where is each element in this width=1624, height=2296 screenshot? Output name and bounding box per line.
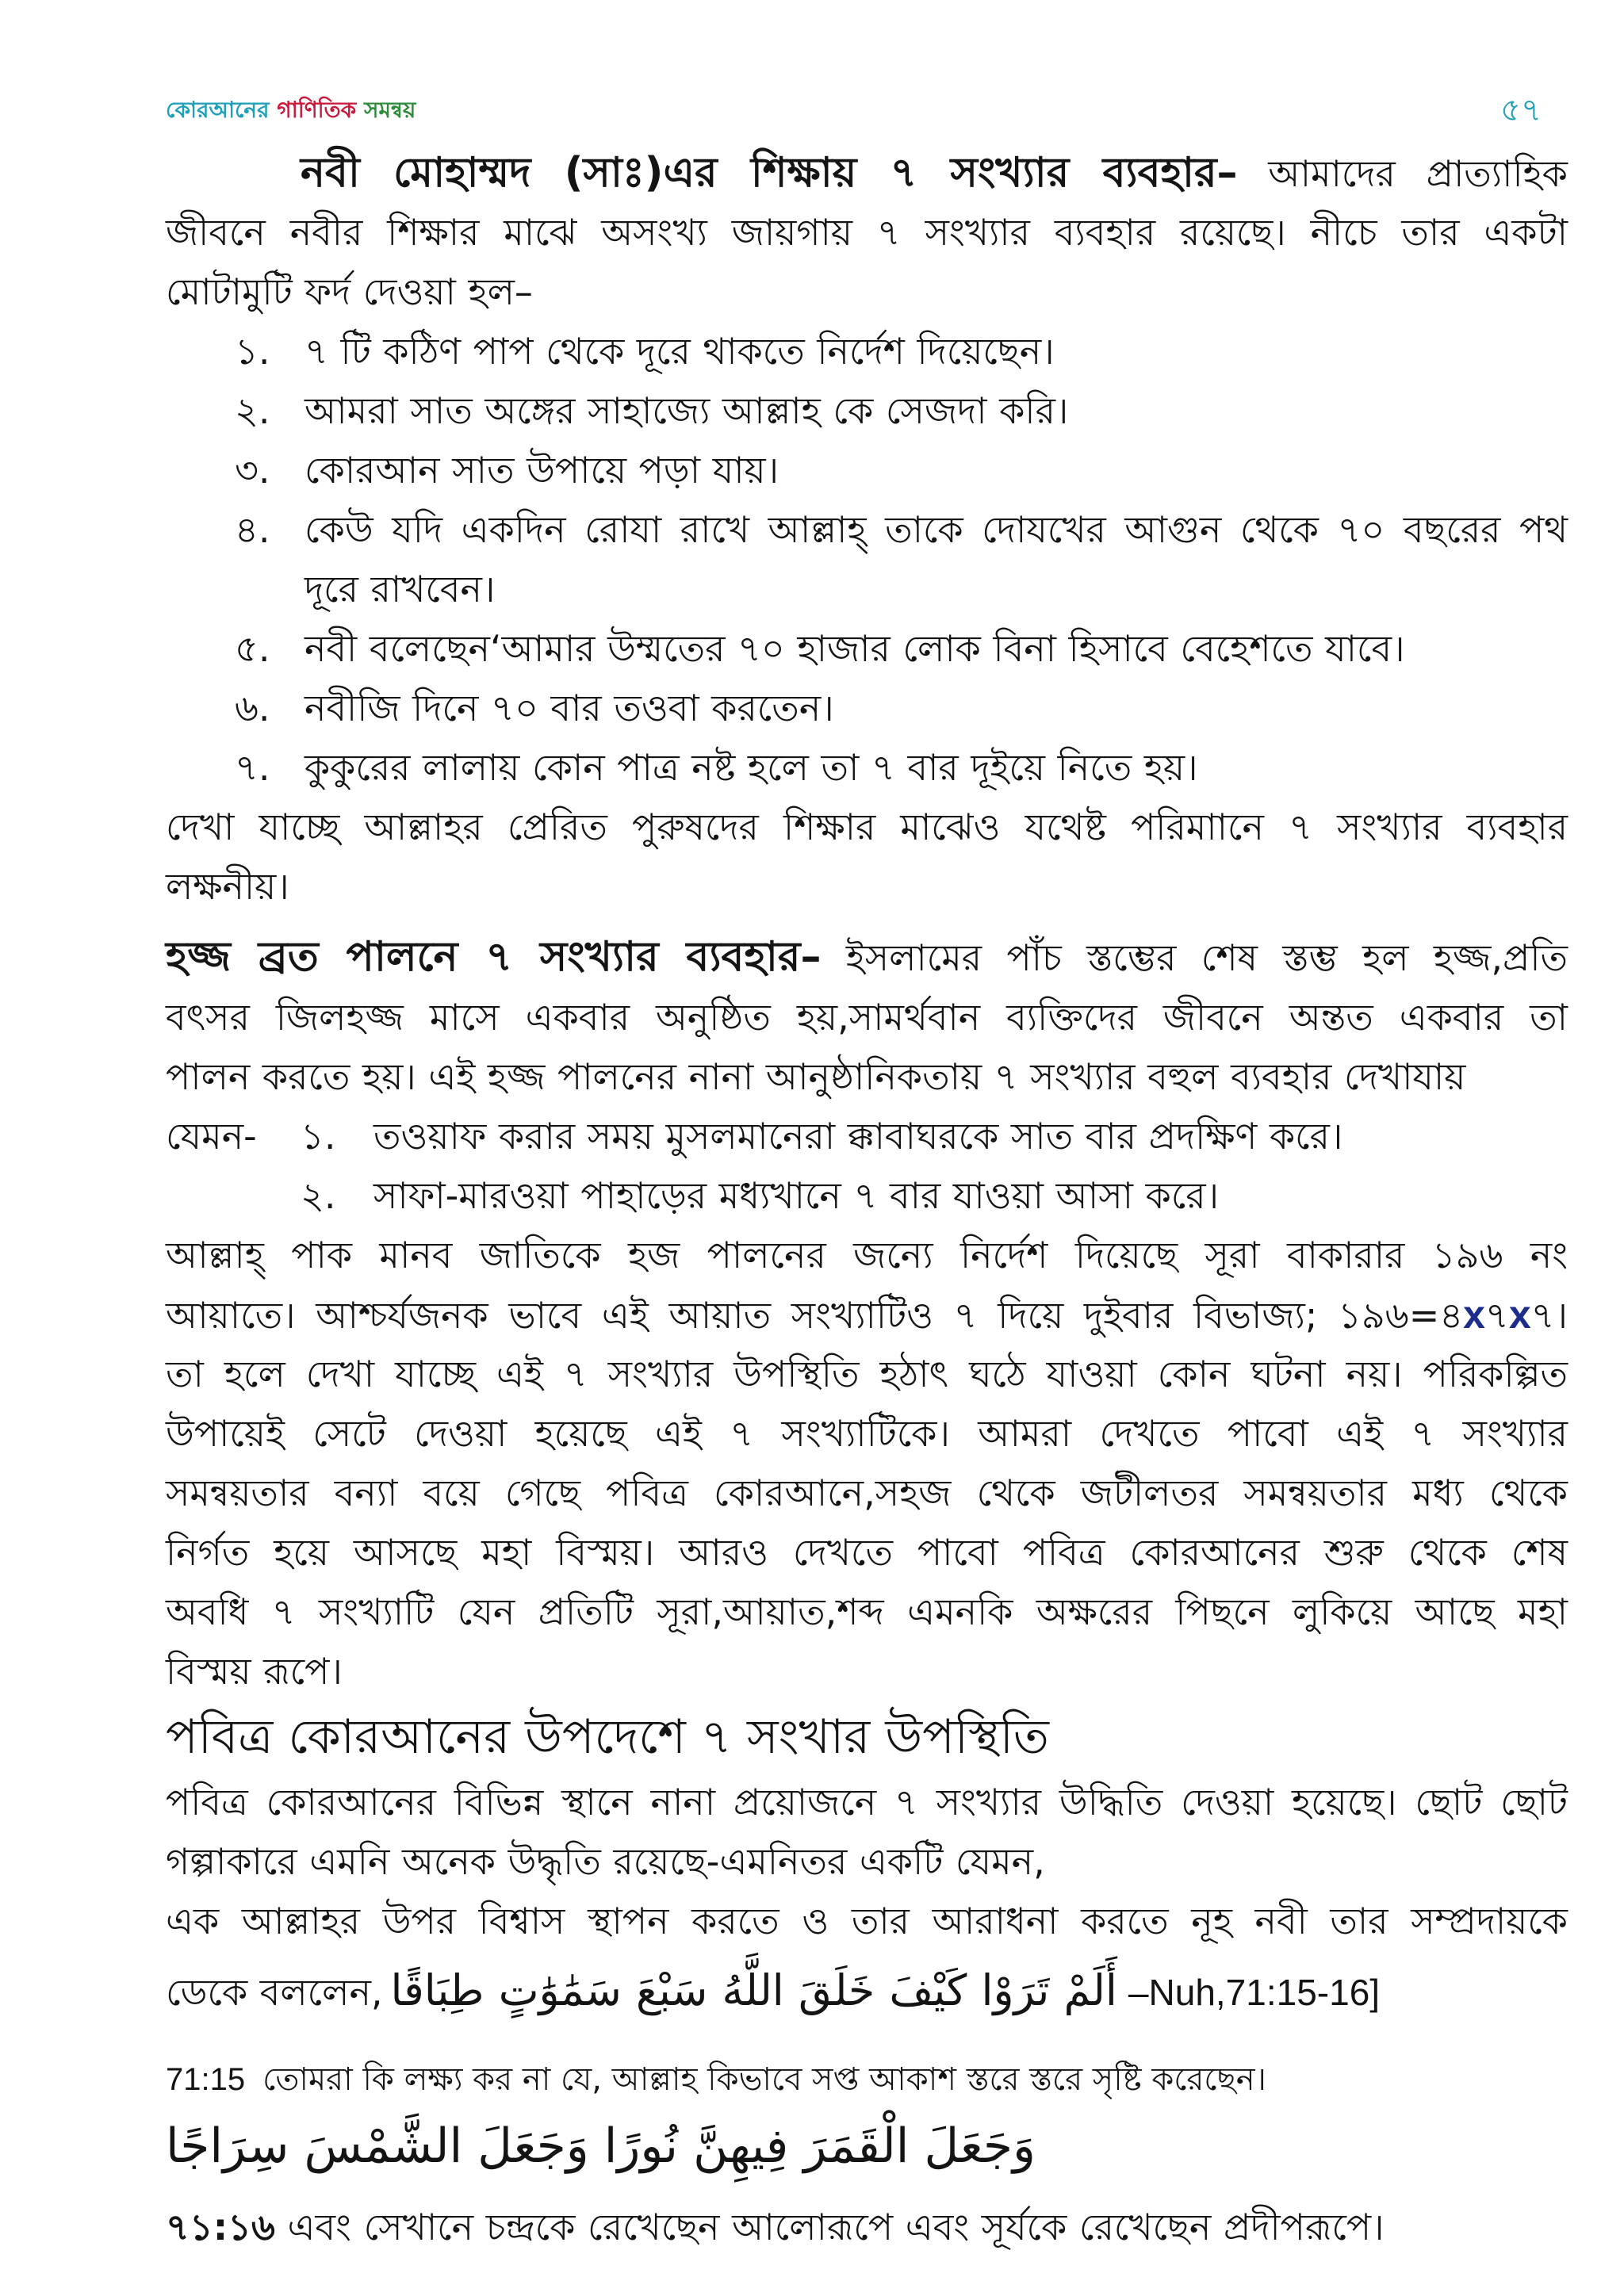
text-line-with-equation <box>166 1285 1568 1345</box>
list-number: ২. <box>301 1174 336 1217</box>
running-head-word-1: কোরআনের <box>166 97 270 123</box>
equation-digit: ৭। <box>1530 1294 1568 1337</box>
list-item-text: দূরে রাখবেন। <box>304 568 496 610</box>
list-item-text: নবী বলেছেন‘আমার উম্মতের ৭০ হাজার লোক বিনা হিসাবে বেহেশতে যাবে। <box>304 627 1405 670</box>
arabic-verse-line <box>166 2110 1568 2183</box>
page-number: ৫৭ <box>1500 92 1542 128</box>
section-heading: হজ্জ ব্রত পালনে ৭ সংখ্যার ব্যবহার– <box>166 933 822 981</box>
text-line: উপায়েই সেটে দেওয়া হয়েছে এই ৭ সংখ্যাটিকে। আমরা দেখতে পাবো এই ৭ সংখ্যার <box>166 1412 1568 1455</box>
list-number: ১. <box>301 1115 336 1158</box>
running-head-word-2: গাণিতিক <box>277 97 357 123</box>
paragraph-text: আমাদের প্রাত্যাহিক <box>1268 152 1568 195</box>
text-line: অবধি ৭ সংখ্যাটি যেন প্রতিটি সূরা,আয়াত,শব্দ এমনকি অক্ষরের পিছনে লুকিয়ে আছে মহা <box>166 1590 1568 1633</box>
list-item <box>166 322 1568 381</box>
multiply-sign: x <box>1463 1292 1485 1337</box>
verse-translation: এবং সেখানে চন্দ্রকে রেখেছেন আলোরূপে এবং সূর্যকে রেখেছেন প্রদীপরূপে। <box>287 2206 1385 2248</box>
verse-translation: তোমরা কি লক্ষ্য কর না যে, আল্লাহ কিভাবে সপ্ত আকাশ স্তরে স্তরে সৃষ্টি করেছেন। <box>262 2061 1266 2098</box>
list-item <box>166 500 1568 619</box>
list-item-text: আমরা সাত অঙ্গের সাহাজ্যে আল্লাহ কে সেজদা করি। <box>304 389 1069 432</box>
section-prophet-teaching <box>166 144 1568 916</box>
text-line: নির্গত হয়ে আসছে মহা বিস্ময়। আরও দেখতে পাবো পবিত্র কোরআনের শুরু থেকে শেষ <box>166 1531 1568 1574</box>
list-item-text: কেউ যদি একদিন রোযা রাখে আল্লাহ্ তাকে দোযখের আগুন থেকে ৭০ বছরের পথ <box>304 508 1568 551</box>
running-head <box>166 92 416 128</box>
running-head-word-3: সমন্বয় <box>364 97 416 123</box>
text-line: পালন করতে হয়। এই হজ্জ পালনের নানা আনুষ্ঠানিকতায় ৭ সংখ্যার বহুল ব্যবহার দেখাযায় যেমন- <box>166 1055 1466 1158</box>
numbered-list <box>166 322 1568 798</box>
text-line: তা হলে দেখা যাচ্ছে এই ৭ সংখ্যার উপস্থিতি হঠাৎ ঘঠে যাওয়া কোন ঘটনা নয়। পরিকল্পিত <box>166 1353 1568 1395</box>
list-number: ৩. <box>235 449 270 492</box>
text-line: এক আল্লাহর উপর বিশ্বাস স্থাপন করতে ও তার আরাধনা করতে নূহ নবী তার সম্প্রদায়কে <box>166 1900 1568 1942</box>
list-item <box>166 679 1568 738</box>
list-number: ৭. <box>235 746 270 789</box>
list-item <box>166 441 1568 500</box>
list-item <box>166 738 1568 798</box>
paragraph-text: ইসলামের পাঁচ স্তম্ভের শেষ স্তম্ভ হল হজ্জ,প্রতি <box>845 936 1568 979</box>
heading-line <box>166 926 1568 988</box>
verse-reference: –Nuh,71:15-16] <box>1128 1972 1381 2013</box>
multiply-sign: x <box>1508 1292 1531 1337</box>
section-quran-sermon <box>166 1701 1568 2257</box>
section-heading: পবিত্র কোরআনের উপদেশে ৭ সংখার উপস্থিতি <box>166 1709 1049 1765</box>
list-number: ৪. <box>235 508 270 551</box>
verse-translation-line <box>166 2198 1568 2257</box>
section-hajj <box>166 926 1568 1701</box>
text-line: সমন্বয়তার বন্যা বয়ে গেছে পবিত্র কোরআনে,সহজ থেকে জটীলতর সমন্বয়তার মধ্য থেকে <box>166 1471 1568 1514</box>
list-item-text: তওয়াফ করার সময় মুসলমানেরা ক্কাবাঘরকে সাত বার প্রদক্ষিণ করে। <box>373 1115 1343 1158</box>
text-line: মোটামুটি ফর্দ দেওয়া হল– <box>166 270 533 313</box>
list-number: ২. <box>235 389 270 432</box>
list-item-text: ৭ টি কঠিণ পাপ থেকে দূরে থাকতে নির্দেশ দিয়েছেন। <box>304 330 1055 373</box>
quote-line <box>166 1951 1568 2030</box>
list-item <box>166 1166 1568 1226</box>
text-line: আল্লাহ্ পাক মানব জাতিকে হজ পালনের জন্যে নির্দেশ দিয়েছে সূরা বাকারার ১৯৬ নং <box>166 1234 1568 1276</box>
list-item <box>166 619 1568 679</box>
list-item <box>166 1107 1568 1166</box>
list-item-text: কুকুরের লালায় কোন পাত্র নষ্ট হলে তা ৭ বার দূইয়ে নিতে হয়। <box>304 746 1198 789</box>
list-number: ৬. <box>235 687 270 729</box>
list-number: ৫. <box>235 627 270 670</box>
verse-number: ৭১:১৬ <box>166 2206 275 2248</box>
text-line: বিস্ময় রূপে। <box>166 1650 343 1693</box>
text-column <box>166 144 1568 2257</box>
numbered-list <box>166 1107 1568 1226</box>
list-item-text: সাফা-মারওয়া পাহাড়ের মধ্যখানে ৭ বার যাওয়া আসা করে। <box>373 1174 1220 1217</box>
text-line: গল্পাকারে এমনি অনেক উদ্ধৃতি রয়েছে-এমনিতর একটি যেমন, <box>166 1840 1045 1883</box>
text-line: বৎসর জিলহজ্জ মাসে একবার অনুষ্ঠিত হয়,সামর্থবান ব্যক্তিদের জীবনে অন্তত একবার তা <box>166 996 1568 1039</box>
quote-lead: ডেকে বললেন, <box>166 1971 383 2014</box>
text-line: লক্ষনীয়। <box>166 865 289 908</box>
heading-line <box>166 144 1568 203</box>
section-heading: নবী মোহাম্মদ (সাঃ)এর শিক্ষায় ৭ সংখ্যার ব্যবহার– <box>301 149 1238 197</box>
text-line: পবিত্র কোরআনের বিভিন্ন স্থানে নানা প্রয়োজনে ৭ সংখ্যার উদ্ধিতি দেওয়া হয়েছে। ছোট ছোট <box>166 1781 1568 1823</box>
arabic-verse: وَجَعَلَ الْقَمَرَ فِيهِنَّ نُورًا وَجَعَلَ الشَّمْسَ سِرَاجًا <box>166 2118 1036 2174</box>
verse-number: 71:15 <box>166 2062 246 2097</box>
equation-digit: ৭ <box>1484 1294 1509 1337</box>
list-item <box>166 381 1568 441</box>
text-line: জীবনে নবীর শিক্ষার মাঝে অসংখ্য জায়গায় ৭ সংখ্যার ব্যবহার রয়েছে। নীচে তার একটা <box>166 211 1568 254</box>
arabic-verse: أَلَمْ تَرَوْا كَيْفَ خَلَقَ اللَّهُ سَبْعَ سَمَٰوَٰتٍ طِبَاقًا <box>390 1965 1117 2015</box>
list-item-text: নবীজি দিনে ৭০ বার তওবা করতেন। <box>304 687 834 729</box>
verse-translation-line <box>166 2050 1568 2110</box>
list-number: ১. <box>235 330 270 373</box>
paragraph-text: আয়াতে। আশ্চর্যজনক ভাবে এই আয়াত সংখ্যাটিও ৭ দিয়ে দুইবার বিভাজ্য; ১৯৬=৪ <box>166 1294 1464 1337</box>
text-line: দেখা যাচ্ছে আল্লাহর প্রেরিত পুরুষদের শিক্ষার মাঝেও যথেষ্ট পরিমাানে ৭ সংখ্যার ব্যবহার <box>166 806 1568 848</box>
list-item-text: কোরআন সাত উপায়ে পড়া যায়। <box>304 449 779 492</box>
